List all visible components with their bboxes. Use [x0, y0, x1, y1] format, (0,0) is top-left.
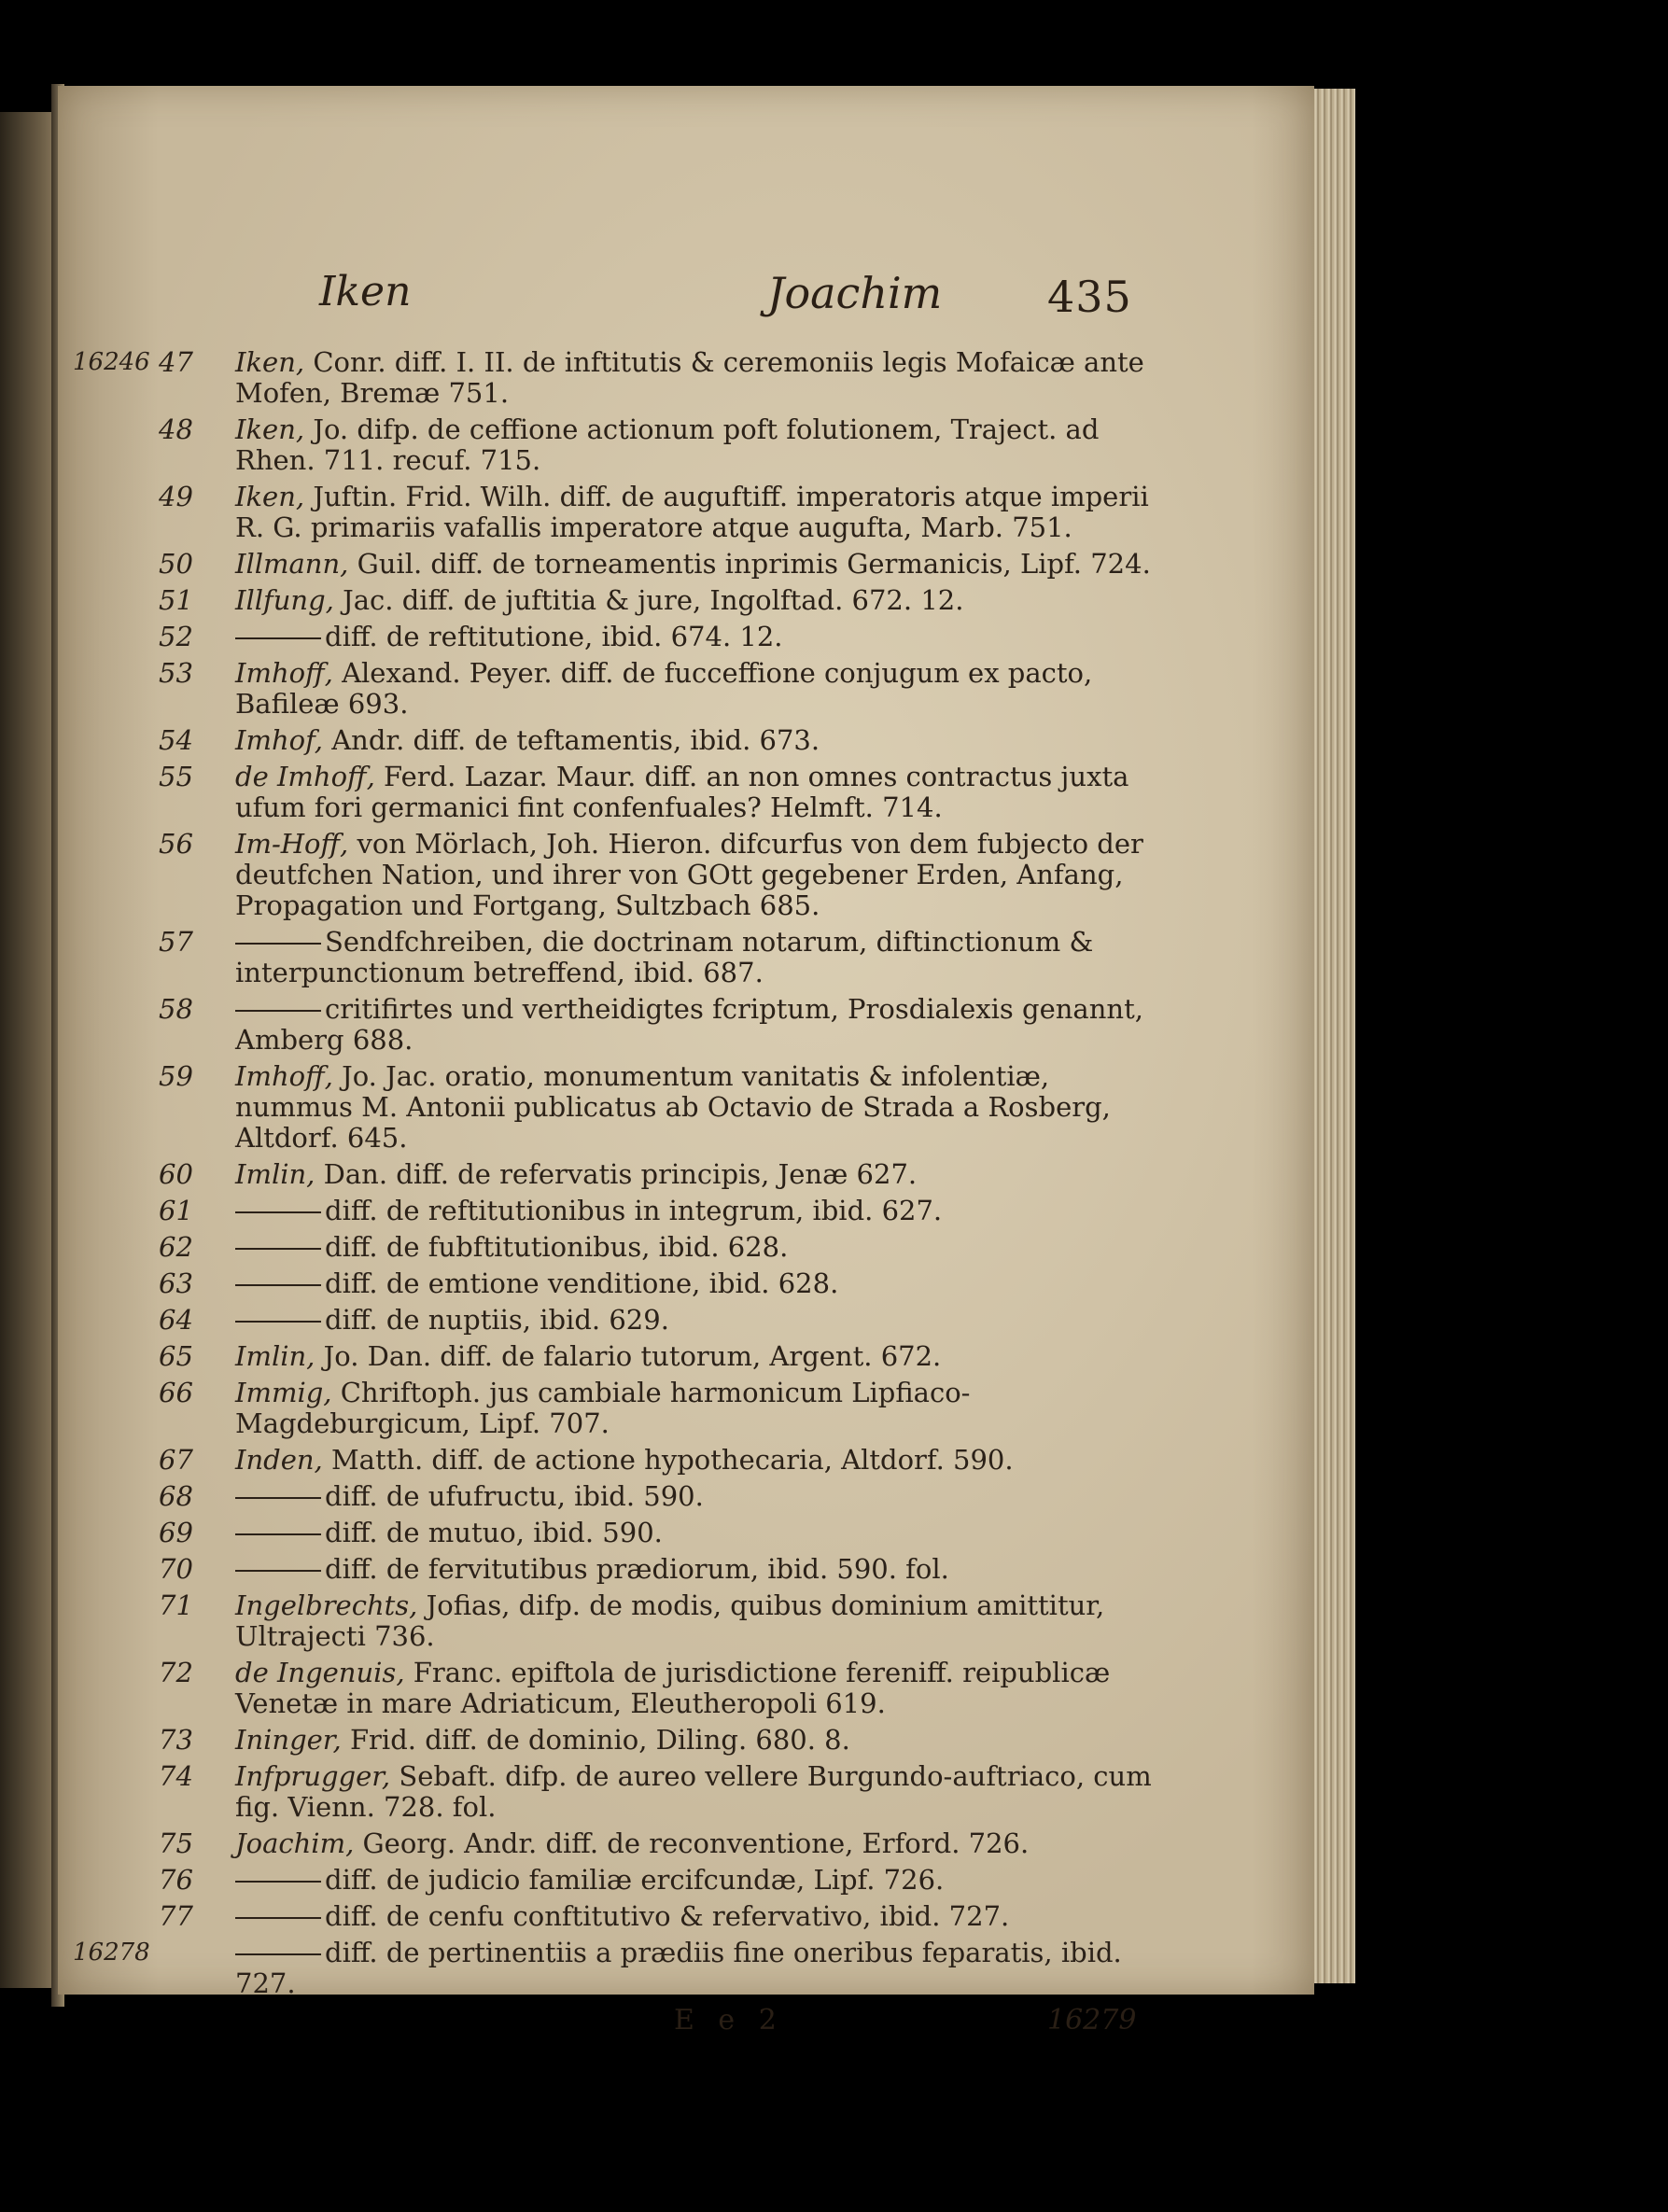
ditto-dash [235, 1211, 321, 1213]
entry-text: diff. de mutuo, ibid. 590. [325, 1517, 663, 1548]
list-item [58, 658, 1169, 720]
entry-number: 76 [159, 1864, 193, 1896]
ditto-dash [235, 1533, 321, 1535]
entry-number: 69 [159, 1517, 193, 1548]
entry-number: 61 [159, 1195, 193, 1226]
author-name: Imlin, [235, 1340, 315, 1372]
entry-number: 49 [159, 481, 193, 512]
entry-number: 57 [159, 926, 193, 958]
signature-mark: E e 2 [674, 2004, 784, 2037]
entry-number: 50 [159, 548, 193, 580]
entry-text: diff. de reftitutione, ibid. 674. 12. [325, 621, 783, 652]
ditto-dash [235, 1917, 321, 1919]
author-name: Iken, [235, 481, 305, 512]
entry-number: 71 [159, 1589, 193, 1621]
list-item [58, 1445, 1169, 1476]
entry-text: Chriftoph. jus cambiale harmonicum Lipfiaco-Magdeburgicum, Lipf. 707. [235, 1377, 971, 1439]
list-item [58, 762, 1169, 823]
author-name: Iken, [235, 346, 305, 378]
entry-text: diff. de cenfu conftitutivo & refervativo, ibid. 727. [325, 1900, 1010, 1932]
entry-text: von Mörlach, Joh. Hieron. difcurfus von dem fubjecto der deutfchen Nation, und ihrer von GOtt gegebener Erden, Anfang, Propagation und Fortgang, Sultzbach 685. [235, 828, 1143, 921]
entry-text: Guil. diff. de torneamentis inprimis Germanicis, Lipf. 724. [357, 548, 1151, 580]
list-item [58, 1865, 1169, 1896]
list-item [58, 1305, 1169, 1336]
running-header [58, 268, 1314, 333]
entry-text: Dan. diff. de refervatis principis, Jenæ 627. [323, 1158, 918, 1190]
list-item [58, 482, 1169, 543]
author-name: Inden, [235, 1444, 323, 1476]
entry-text: Jofias, difp. de modis, quibus dominium amittitur, Ultrajecti 736. [235, 1589, 1105, 1652]
page-number: 435 [1047, 272, 1132, 322]
entry-text: diff. de fervitutibus prædiorum, ibid. 590. fol. [325, 1553, 949, 1585]
entry-text: diff. de emtione venditione, ibid. 628. [325, 1267, 839, 1299]
author-name: Illmann, [235, 548, 349, 580]
bibliography-list [58, 347, 1314, 2005]
entry-number: 75 [159, 1827, 193, 1859]
list-item [58, 1232, 1169, 1263]
author-name: Imlin, [235, 1158, 315, 1190]
author-name: Im-Hoff, [235, 828, 349, 860]
ditto-dash [235, 1570, 321, 1572]
list-item [58, 1901, 1169, 1932]
author-name: de Ingenuis, [235, 1657, 405, 1688]
entry-text: Andr. diff. de teftamentis, ibid. 673. [331, 724, 820, 756]
author-name: Immig, [235, 1377, 332, 1408]
entry-number: 55 [159, 761, 193, 792]
left-page-edge [0, 112, 58, 1988]
header-right-catchword: Joachim [767, 268, 943, 318]
list-item [58, 829, 1169, 921]
entry-number: 60 [159, 1158, 193, 1190]
ditto-dash [235, 1284, 321, 1286]
list-item [58, 622, 1169, 652]
entry-number: 67 [159, 1444, 193, 1476]
column-number: 16246 [73, 348, 150, 376]
entry-number: 70 [159, 1553, 193, 1585]
ditto-dash [235, 1010, 321, 1012]
footer-catchword: 16279 [1047, 2004, 1137, 2037]
entry-text: diff. de ufufructu, ibid. 590. [325, 1480, 704, 1512]
entry-text: diff. de nuptiis, ibid. 629. [325, 1304, 669, 1336]
list-item [58, 585, 1169, 616]
list-item [58, 1761, 1169, 1823]
entry-number: 53 [159, 657, 193, 689]
entry-number: 66 [159, 1377, 193, 1408]
entry-number: 54 [159, 724, 193, 756]
entry-text: Frid. diff. de dominio, Diling. 680. 8. [349, 1724, 850, 1756]
list-item [58, 994, 1169, 1056]
ditto-dash [235, 1953, 321, 1955]
entry-number: 47 [159, 346, 193, 378]
entry-number: 63 [159, 1267, 193, 1299]
list-item [58, 414, 1169, 476]
entry-text: Ferd. Lazar. Maur. diff. an non omnes contractus juxta ufum fori germanici fint confenfuales? Helmft. 714. [235, 761, 1129, 823]
entry-number: 68 [159, 1480, 193, 1512]
ditto-dash [235, 943, 321, 945]
entry-text: Georg. Andr. diff. de reconventione, Erford. 726. [362, 1827, 1030, 1859]
entry-text: Matth. diff. de actione hypothecaria, Altdorf. 590. [330, 1444, 1014, 1476]
ditto-dash [235, 1881, 321, 1883]
list-item [58, 1725, 1169, 1756]
entry-text: Jac. diff. de juftitia & jure, Ingolftad. 672. 12. [343, 584, 964, 616]
entry-number: 73 [159, 1724, 193, 1756]
author-name: Iken, [235, 413, 305, 445]
entry-text: Jo. difp. de ceffione actionum poft folutionem, Traject. ad Rhen. 711. recuf. 715. [235, 413, 1100, 476]
entry-text: diff. de reftitutionibus in integrum, ibid. 627. [325, 1195, 943, 1226]
list-item [58, 927, 1169, 988]
ditto-dash [235, 637, 321, 639]
list-item [58, 1828, 1169, 1859]
entry-number: 62 [159, 1231, 193, 1263]
author-name: Illfung, [235, 584, 334, 616]
author-name: Imhoff, [235, 1060, 333, 1092]
ditto-dash [235, 1248, 321, 1250]
entry-text: Jo. Jac. oratio, monumentum vanitatis & infolentiæ, nummus M. Antonii publicatus ab Octavio de Strada a Rosberg, Altdorf. 645. [235, 1060, 1111, 1154]
list-item [58, 1341, 1169, 1372]
list-item [58, 1159, 1169, 1190]
author-name: Ingelbrechts, [235, 1589, 418, 1621]
entry-text: Franc. epiftola de jurisdictione fereniff. reipublicæ Venetæ in mare Adriaticum, Eleutheropoli 619. [235, 1657, 1111, 1719]
header-left-catchword: Iken [319, 268, 412, 315]
entry-text: diff. de fubftitutionibus, ibid. 628. [325, 1231, 789, 1263]
list-item [58, 725, 1169, 756]
entry-number: 59 [159, 1060, 193, 1092]
page-footer [58, 2004, 1314, 2041]
book-page [58, 86, 1314, 2037]
column-number: 16278 [73, 1939, 150, 1967]
list-item [58, 1196, 1169, 1226]
list-item [58, 1061, 1169, 1154]
entry-text: Alexand. Peyer. diff. de fucceffione conjugum ex pacto, Bafileæ 693. [235, 657, 1093, 720]
list-item [58, 1658, 1169, 1719]
list-item [58, 347, 1169, 409]
entry-number: 72 [159, 1657, 193, 1688]
entry-text: Conr. diff. I. II. de inftitutis & ceremoniis legis Mofaicæ ante Mofen, Bremæ 751. [235, 346, 1144, 409]
entry-text: critifirtes und vertheidigtes fcriptum, Prosdialexis genannt, Amberg 688. [235, 993, 1143, 1056]
list-item [58, 1268, 1169, 1299]
ditto-dash [235, 1321, 321, 1323]
entry-text: diff. de pertinentiis a prædiis fine oneribus feparatis, ibid. 727. [235, 1937, 1122, 1999]
entry-text: Sendfchreiben, die doctrinam notarum, diftinctionum & interpunctionum betreffend, ibid. 687. [235, 926, 1094, 988]
entry-number: 64 [159, 1304, 193, 1336]
entry-text: diff. de judicio familiæ ercifcundæ, Lipf. 726. [325, 1864, 945, 1896]
list-item [58, 1378, 1169, 1439]
author-name: de Imhoff, [235, 761, 375, 792]
author-name: Infprugger, [235, 1760, 391, 1792]
entry-text: Sebaft. difp. de aureo vellere Burgundo-auftriaco, cum fig. Vienn. 728. fol. [235, 1760, 1152, 1823]
list-item [58, 1938, 1169, 1999]
list-item [58, 549, 1169, 580]
author-name: Imhof, [235, 724, 324, 756]
entry-number: 77 [159, 1900, 193, 1932]
entry-number: 74 [159, 1760, 193, 1792]
author-name: Imhoff, [235, 657, 333, 689]
entry-number: 58 [159, 993, 193, 1025]
author-name: Ininger, [235, 1724, 342, 1756]
author-name: Joachim, [235, 1827, 355, 1859]
list-item [58, 1554, 1169, 1585]
list-item [58, 1481, 1169, 1512]
entry-text: Jo. Dan. diff. de falario tutorum, Argent. 672. [323, 1340, 942, 1372]
list-item [58, 1590, 1169, 1652]
entry-number: 51 [159, 584, 193, 616]
ditto-dash [235, 1497, 321, 1499]
list-item [58, 1518, 1169, 1548]
entry-number: 48 [159, 413, 193, 445]
entry-number: 56 [159, 828, 193, 860]
entry-text: Juftin. Frid. Wilh. diff. de auguftiff. imperatoris atque imperii R. G. primariis vafallis imperatore atque augufta, Marb. 751. [235, 481, 1149, 543]
entry-number: 65 [159, 1340, 193, 1372]
entry-number: 52 [159, 621, 193, 652]
